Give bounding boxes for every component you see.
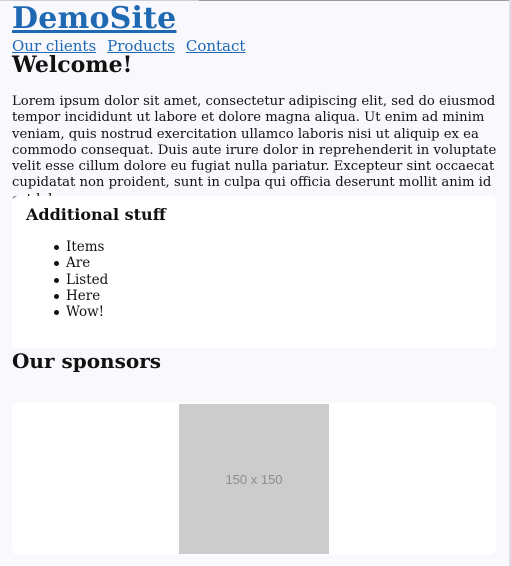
sponsor-image-placeholder: 150 x 150 [179, 404, 329, 554]
list-item: Wow! [66, 304, 108, 320]
additional-stuff-heading: Additional stuff [26, 205, 166, 224]
nav-link-contact[interactable]: Contact [185, 37, 246, 55]
additional-stuff-panel [12, 196, 496, 348]
nav-link-our-clients[interactable]: Our clients [12, 37, 97, 55]
list-item: Items [66, 239, 108, 255]
site-logo-link[interactable]: DemoSite [12, 1, 177, 36]
page-title: Welcome! [12, 52, 133, 78]
sponsors-panel [12, 403, 496, 555]
nav-link-products[interactable]: Products [107, 37, 175, 55]
sponsors-heading: Our sponsors [12, 349, 161, 373]
site-header [12, 2, 245, 55]
list-item: Listed [66, 271, 109, 288]
additional-stuff-list [66, 239, 108, 320]
list-item: Here [66, 288, 108, 304]
intro-paragraph: Lorem ipsum dolor sit amet, consectetur adipiscing elit, sed do eiusmod tempor incididunt ut labore et dolore magna aliqua. Ut enim ad minim veniam, quis nostrud exercitation ullamco laboris nisi ut aliquip ex ea commodo consequat. Duis aute irure dolor in reprehenderit in voluptate velit esse cillum dolore eu fugiat nulla pariatur. Excepteur sint occaecat cupidatat non proident, sunt in culpa qui officia deserunt mollit anim id [12, 94, 497, 191]
list-item: Are [66, 255, 108, 271]
